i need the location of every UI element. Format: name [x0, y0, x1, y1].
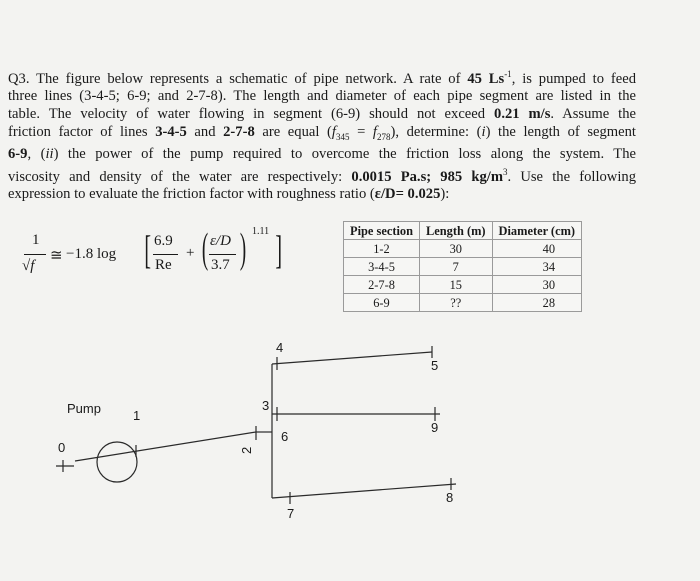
node-label-5: 5 [431, 358, 439, 373]
right-paren: ) [239, 226, 247, 272]
question-line: expression to evaluate the friction factor with roughness ratio (ε/D= 0.025): [8, 186, 450, 203]
friction-factor-formula [8, 224, 298, 294]
fraction-bar-re [153, 254, 178, 255]
formula-coef: −1.8 log [66, 246, 117, 262]
table-row [344, 276, 582, 294]
node-label-2: 2 [239, 446, 254, 454]
pump-icon [97, 442, 137, 482]
node-label-0: 0 [58, 440, 66, 455]
question-line: Q3. The figure below represents a schematic of pipe network. A rate of 45 $Ls^{-1}$, is pumped to feed [8, 69, 636, 87]
formula-sqrt-f: √f [22, 258, 35, 274]
node-label-8: 8 [446, 490, 454, 505]
fraction-bar-eps [209, 254, 236, 255]
node-label-7: 7 [287, 506, 295, 521]
question-line: table. The velocity of water flowing in segment (6-9) should not exceed 0.21 m/s. Assume the [8, 106, 636, 123]
formula-plus: + [186, 245, 195, 261]
table-row [344, 294, 582, 312]
formula-3-7: 3.7 [211, 257, 230, 273]
cell-length: ?? [419, 294, 492, 312]
pipe-table [343, 221, 582, 312]
header-length: Length (m) [419, 222, 492, 240]
left-bracket: [ [144, 227, 151, 272]
question-text [8, 66, 636, 204]
question-line: viscosity and density of the water are respectively: 0.0015 Pa.s; 985 $kg/m^3$. Use the following [8, 166, 636, 185]
cell-length: 15 [419, 276, 492, 294]
cell-diameter: 28 [492, 294, 581, 312]
cell-diameter: 30 [492, 276, 581, 294]
node-label-6: 6 [281, 429, 289, 444]
node-label-3: 3 [262, 398, 270, 413]
cell-section: 6-9 [344, 294, 420, 312]
cell-section: 1-2 [344, 240, 420, 258]
left-paren: ( [201, 226, 209, 272]
cell-section: 2-7-8 [344, 276, 420, 294]
node-label-9: 9 [431, 420, 439, 435]
formula-exponent: 1.11 [252, 226, 270, 237]
question-line: three lines (3-4-5; 6-9; and 2-7-8). The length and diameter of each pipe segment are listed in the [8, 88, 636, 105]
cell-length: 30 [419, 240, 492, 258]
formula-6-9: 6.9 [154, 233, 173, 249]
question-line: 6-9, (ii) the power of the pump required to overcome the friction loss along the system. The [8, 146, 636, 163]
table-row [344, 240, 582, 258]
formula-approx: ≅ [50, 248, 63, 264]
formula-eps-d: ε/D [210, 233, 231, 249]
pipe-network-diagram [0, 330, 700, 530]
pipe-7-8 [272, 484, 456, 498]
pipe-4-5 [272, 352, 432, 364]
header-pipe-section: Pipe section [344, 222, 420, 240]
table-header-row [344, 222, 582, 240]
cell-diameter: 34 [492, 258, 581, 276]
right-bracket: ] [275, 227, 282, 272]
fraction-bar [24, 254, 46, 255]
pump-label: Pump [67, 401, 101, 416]
formula-one: 1 [32, 232, 40, 248]
table-row [344, 258, 582, 276]
cell-length: 7 [419, 258, 492, 276]
cell-section: 3-4-5 [344, 258, 420, 276]
pipe-1-2 [75, 432, 256, 461]
node-label-1: 1 [133, 408, 141, 423]
header-diameter: Diameter (cm) [492, 222, 581, 240]
node-label-4: 4 [276, 340, 284, 355]
formula-re: Re [155, 257, 172, 273]
question-line: friction factor of lines 3-4-5 and 2-7-8 are equal $(f_{345} = f_{278})$, determine: (i) the length of segment [8, 123, 636, 142]
cell-diameter: 40 [492, 240, 581, 258]
